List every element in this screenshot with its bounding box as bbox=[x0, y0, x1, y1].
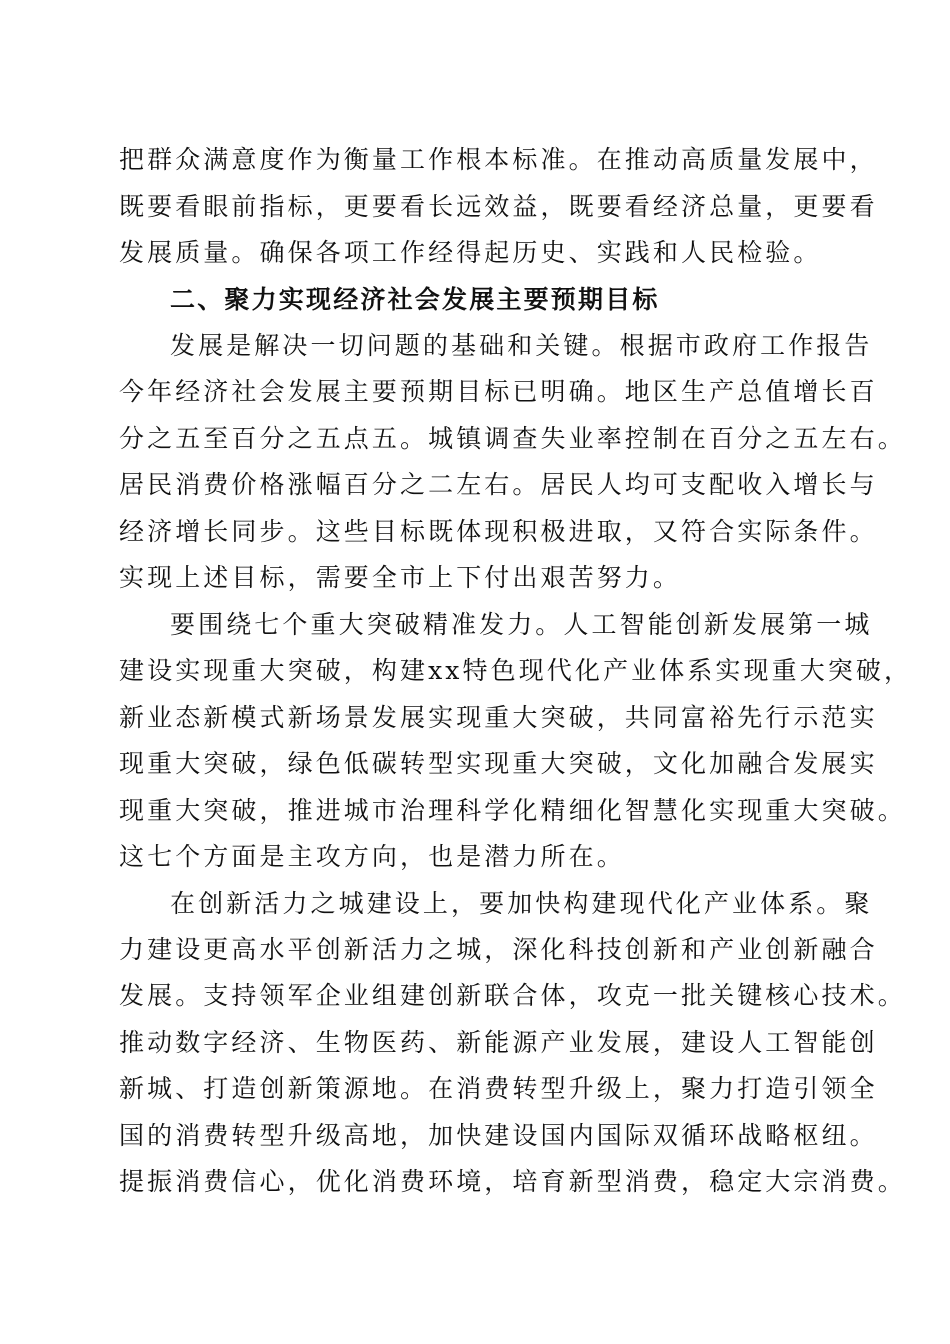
body-text-line: 新城、打造创新策源地。在消费转型升级上，聚力打造引领全 bbox=[119, 1074, 878, 1103]
body-text-line: 既要看眼前指标，更要看长远效益，既要看经济总量，更要看 bbox=[119, 192, 878, 221]
body-text-line: 在创新活力之城建设上，要加快构建现代化产业体系。聚 bbox=[170, 889, 873, 918]
body-text-line: 发展。支持领军企业组建创新联合体，攻克一批关键核心技术。 bbox=[119, 981, 906, 1010]
body-text-line: 国的消费转型升级高地，加快建设国内国际双循环战略枢纽。 bbox=[119, 1121, 878, 1150]
section-heading: 二、聚力实现经济社会发展主要预期目标 bbox=[170, 285, 660, 314]
body-text-line: 这七个方面是主攻方向，也是潜力所在。 bbox=[119, 842, 625, 871]
body-text-line: 现重大突破，推进城市治理科学化精细化智慧化实现重大突破。 bbox=[119, 796, 906, 825]
body-text-line: 经济增长同步。这些目标既体现积极进取，又符合实际条件。 bbox=[119, 517, 878, 546]
body-text-line: 新业态新模式新场景发展实现重大突破，共同富裕先行示范实 bbox=[119, 703, 878, 732]
body-text-line: 今年经济社会发展主要预期目标已明确。地区生产总值增长百 bbox=[119, 377, 878, 406]
body-text-line: 要围绕七个重大突破精准发力。人工智能创新发展第一城 bbox=[170, 610, 873, 639]
body-text-line: 居民消费价格涨幅百分之二左右。居民人均可支配收入增长与 bbox=[119, 470, 878, 499]
body-text-line: 现重大突破，绿色低碳转型实现重大突破，文化加融合发展实 bbox=[119, 749, 878, 778]
body-text-line: 发展质量。确保各项工作经得起历史、实践和人民检验。 bbox=[119, 238, 822, 267]
body-text-line: 提振消费信心，优化消费环境，培育新型消费，稳定大宗消费。 bbox=[119, 1167, 906, 1196]
body-text-line: 分之五至百分之五点五。城镇调查失业率控制在百分之五左右。 bbox=[119, 424, 906, 453]
body-text-line: 建设实现重大突破，构建xx特色现代化产业体系实现重大突破， bbox=[119, 656, 913, 685]
body-text-line: 发展是解决一切问题的基础和关键。根据市政府工作报告 bbox=[170, 331, 873, 360]
body-text-line: 实现上述目标，需要全市上下付出艰苦努力。 bbox=[119, 563, 682, 592]
body-text-line: 把群众满意度作为衡量工作根本标准。在推动高质量发展中， bbox=[119, 145, 878, 174]
body-text-line: 力建设更高水平创新活力之城，深化科技创新和产业创新融合 bbox=[119, 935, 878, 964]
body-text-line: 推动数字经济、生物医药、新能源产业发展，建设人工智能创 bbox=[119, 1028, 878, 1057]
